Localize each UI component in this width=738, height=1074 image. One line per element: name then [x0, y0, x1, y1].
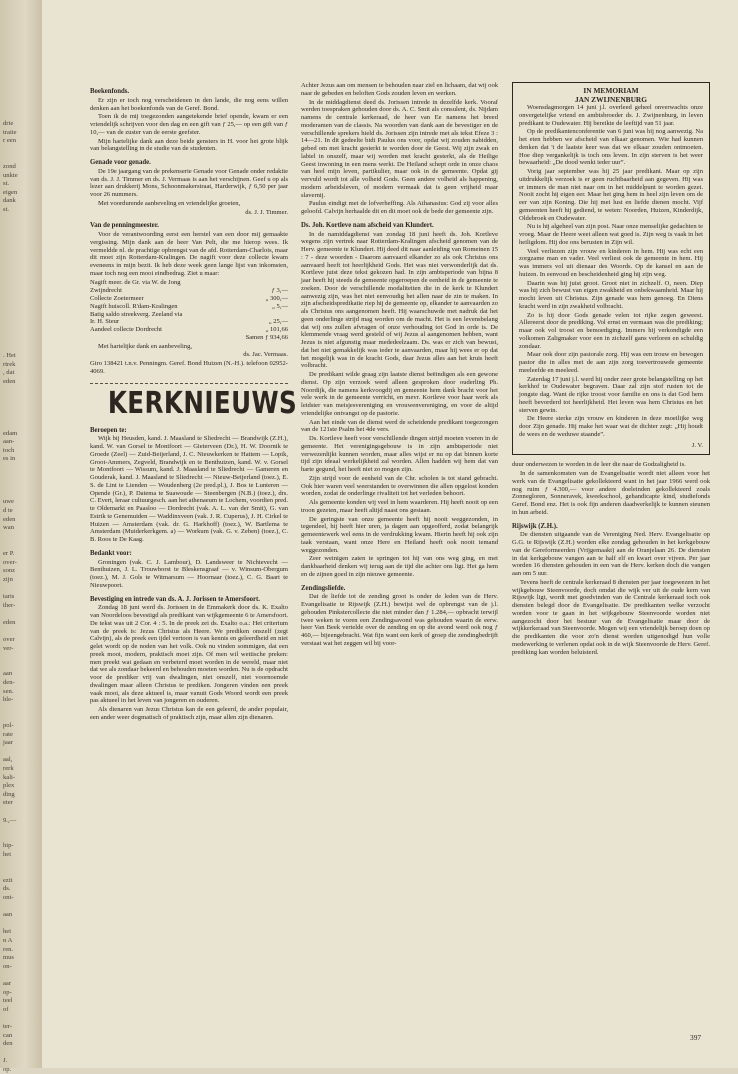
- paragraph: Op de predikantenconferentie van 6 juni was hij nog aanwezig. Na het eten hebben we afscheid van elkaar genomen. Wie had kunnen denken dat 't de laatste keer was dat we elkaar zouden ontmoeten. Hoe diep vergankelijk is toch ons leven. In zijn sterven is het weer bewaarheid: „De dood wenkt ieder uur”.: [519, 128, 703, 167]
- binding-fragment: es in: [3, 455, 16, 463]
- binding-fragment: pol-: [3, 722, 14, 729]
- paragraph: Woensdagmorgen 14 juni j.l. overleed geheel onverwachts onze onvergetelijke vriend en ambtsbroeder ds. J. Zwijnenburg, in leven predikant te Oudewater. Hij bereikte de leeftijd van 51 jaar.: [519, 104, 703, 127]
- binding-fragment: unkte: [3, 171, 18, 179]
- binding-fragment: n A: [3, 937, 13, 944]
- ledger-row: Collecte Zoetermeer „ 300,—: [90, 295, 288, 302]
- binding-fragment: den: [3, 1040, 13, 1048]
- ledger-row: Nagift huiscoll. R'dam-Kralingen „ 5,—: [90, 302, 288, 310]
- paragraph: Daarin was hij juist groot. Groot niet in zichzelf. O, neen. Diep was hij zich bewust van eigen zwakheid en onbekwaamheid. Maar hij mocht leven uit Christus. Zijn genade was hem genoeg. En Diens kracht werd in zijn zwakheid volbracht.: [519, 279, 703, 310]
- paragraph: Wijk bij Heusden, kand. J. Maasland te Sliedrecht — Brandwijk (Z.H.), kand. W. van Gorsel te Montfoort — Gieterveen (Dr.), H. W. Doornik te Groede (Zeel) — Zuid-Beijerland, J. C. Nieuwkerken te Hattem — Lopik, Groot-Ammers, Zegveld, Brandwijk en te Benthuizen, kand. W. v. Gorsel te Montfoort — Wissum, kand. J. Maasland te Sliedrecht — Gameren en Gouderak, kand. J. Maasland te Sliedrecht — Nieuw-Beijerland (toez.), E. S. de Lint te Lienden — Woudenberg (2e pred.pl.), J. Bos te Lunteren — Opende (Gr.), P. Datema te Suawoude — Steenbergen (N.B.) (toez.), drs. C. Evert, leraar cultuurgesch. aan het athenaeum te Lochem, voordien pred. te Oldemarkt en Paasloo — Dordrecht (vak. A. L. van der Smit), G. van Estrik te Genemuiden — Waddinxveen (vak. J. R. Cuperus), J. H. Cirkel te Huizen — Amsterdam (vak. dr. G. Harkhoff) (toez.), W. Bartlema te Amsterdam (Muiderkerkgem. a) — Workum (vak. G. v. Zeben) (toez.), C. B. Roos te De Kaag.: [90, 435, 288, 543]
- paragraph: duur onderwezen te worden in de leer die naar de Godzaligheid is.: [512, 461, 686, 469]
- ledger-row: Aandeel collecte Dordrecht „ 101,66: [90, 326, 288, 333]
- paragraph: Aan het einde van de dienst werd de scheidende predikant toegezongen van de 121ste Psalm het 4de vers.: [301, 418, 498, 434]
- binding-fragment: mus: [3, 954, 14, 962]
- binding-fragment: aan: [3, 911, 13, 919]
- heading-zendingsliefde: Zendingsliefde.: [301, 584, 346, 592]
- paragraph: De 19e jaargang van de prekenserie Genade voor Genade onder redaktie van ds. J. J. Timmer en ds. J. Vermaas is aan het verschijnen. Geef u op als lezer aan drukkerij Mons, Schoonmakerstraat, Harderwijk, ƒ 6,50 per jaar voor 26 nummers.: [90, 167, 288, 198]
- paragraph: De geringste van onze gemeente heeft hij nooit weggezonden, in tegendeel, hij heeft hier uren, ja dagen aan opgeofferd, zodat belangrijk gemeentewerk wel eens in de verdrukking kwam. Hierin heeft hij ook zijn taak verstaan, want onze Here en Heiland heeft ook nooit iemand weggezonden.: [301, 515, 498, 554]
- binding-fragment: plex: [3, 782, 15, 790]
- paragraph: Zo is hij door Gods genade velen tot rijke zegen geweest. Allereerst door de prediking. Vol ernst en vermaan was die prediking; maar ook vol troost en bemoediging. Immers hij verkondigde een volkomen Zaligmaker voor een in zichzelf gans verloren en schuldig zondaar.: [519, 311, 703, 350]
- binding-fragment: het: [3, 928, 12, 936]
- binding-fragment: toch: [3, 446, 15, 454]
- binding-fragment: r een: [3, 137, 16, 145]
- giro-line: Giro 138421 t.n.v. Penningm. Geref. Bond Huizen (N.-H.). telefoon 02952-4069.: [90, 360, 288, 375]
- heading-kortleve: Ds. Joh. Kortleve nam afscheid van Klundert.: [301, 221, 434, 229]
- binding-fragment: zijn: [3, 575, 13, 583]
- binding-fragment: aal,: [3, 756, 13, 764]
- paragraph: Mijn hartelijke dank aan deze beide gensters in H. voor het grote blijk van belangstelling in de studie van de studenten.: [90, 137, 288, 153]
- binding-fragment: teel: [3, 997, 13, 1005]
- ledger-row: Zwijndrecht ƒ 3,—: [90, 287, 288, 295]
- paragraph: Paulus eindigt met de lofverheffing. Als Athanasius: God zij voor alles geloofd. Calvijn herhaalde dit en dit moet ook de bede der gemeente zijn.: [301, 200, 498, 215]
- paragraph: Nu is hij algeheel van zijn post. Naar onze menselijke gedachten te vroeg. Maar de Heere weet alleen wat goed is. Zijn weg is vaak in het heiligdom. Hij doe ons berusten in Zijn wil.: [519, 223, 703, 246]
- binding-gutter-previous-page: [0, 0, 42, 1073]
- binding-fragment: ds.: [3, 885, 11, 893]
- paragraph: Zeer weinigen zaten te springen tot hij van ons weg ging, en met dankbaarheid denken wij terug aan de tijd die achter ons ligt. Het ga hem en de zijnen goed in zijn nieuwe gemeente.: [301, 555, 498, 578]
- paragraph: Zijn strijd voor de eenheid van de Chr. scholen is tot stand gebracht. Ook hier waren veel weerstanden te overwinnen die allen opgelost konden worden, zodat de onderlinge rivaliteit tot het verleden behoort.: [301, 474, 498, 498]
- binding-fragment: ver-: [3, 644, 14, 652]
- paragraph: Zondag 18 juni werd ds. Jorissen in de Emmakerk door ds. K. Exalto van Noordeloos bevestigd als predikant van wijkgemeente 6 te Amersfoort. De tekst was uit 2 Cor. 4 : 5. In de preek zei ds. Exalto o.a.: Het criterium van de preek is: Jezus Christus als Heere. We prediken onszelf (zegt Calvijn), als de preek een ijdel vertoon is van kennis en geleerdheid en niet gelet wordt op de noden van het volk. Ook nu vinden sommigen, dat een preek mooi, modern, praktisch moet zijn. Of men wil wettische preken: men preekt wat gedaan en verbeterd moet worden in de wereld, maar niet dat we als zondaar bekeerd en behouden moeten worden. Nu is de opdracht voor de prediker vrij van dwalingen, niet onszelf, niet voornoemde dwalingen maar alleen Christus te prediken. Jongeren vinden een preek vaak mooi, als deze aktueel is, maar vanuit Gods Woord wordt een preek pas aktueel in het leven van jongeren en ouderen.: [90, 604, 288, 705]
- binding-fragment: ezit: [3, 876, 13, 884]
- column-2: [301, 82, 498, 1012]
- binding-fragment: taris: [3, 593, 15, 600]
- binding-fragment: sen.: [3, 687, 14, 695]
- binding-fragment: hip-: [3, 842, 14, 850]
- paragraph: Achter Jezus aan om mensen te behouden naar ziel en lichaam, dat wij ook naar de gebeden en beloften Gods zouden leven en werken.: [301, 82, 498, 97]
- paragraph: De diensten uitgaande van de Vereniging Ned. Herv. Evangelisatie op G.G. te Rijswijk (Z.H.) worden elke zondag gehouden in het kerkgebouw van de Gereformeerden (Vrijgemaakt) aan de Oranjelaan 26. De diensten in dat kerkgebouw vangen aan te half elf en kwart over vijven. Per jaar worden 16 diensten gehouden in een van de Herv. kerken doch die vangen aan om 5 uur.: [512, 531, 710, 578]
- paragraph: Dat de liefde tot de zending groot is onder de leden van de Herv. Evangelisatie te Rijswijk (Z.H.) bewijst wel de opbrengst van de j.l. gehouden Pinkstercollecte die niet minder dan ƒ 1.284,— opbracht terwijl twee weken te voren een Zendingsavond was gehouden waarin de eerw. heer Van Beek vertelde over de zending en op die avond werd ook nog ƒ 460,— bijeengebracht. Wat fijn want een kerk of groep die zendingbedrijft verstaat wat het zeggen wil bij voor-: [301, 593, 498, 647]
- paragraph: Als gemeente konden wij veel in hem waarderen. Hij heeft nooit op een troon gezeten, maar heeft altijd naast ons gestaan.: [301, 499, 498, 514]
- heading-rijswijk: Rijswijk (Z.H.).: [512, 522, 558, 530]
- binding-fragment: of: [3, 1005, 9, 1013]
- memoriam-name: JAN ZWIJNENBURG: [574, 94, 648, 104]
- binding-fragment: on-: [3, 962, 12, 970]
- heading-beroepen: Beroepen te:: [90, 426, 127, 434]
- column-1: [90, 82, 298, 1012]
- binding-fragment: st.: [3, 180, 10, 188]
- binding-fragment: rerk: [3, 765, 14, 772]
- signature: ds. Jac. Vermaas.: [243, 351, 288, 359]
- paragraph: In de middagdienst deed ds. Jorissen intrede in dezelfde kerk. Vooraf werden toespraken gehouden door ds. A. C. Smit als consulent, ds. Nijdam namens de centrale kerkeraad, de heer van Ee namens het breed moderamen van de classis. Na woorden van dank aan de bevestiger en de verschillende sprekers hield ds. Jorissen zijn intrede met als tekst Efeze 3 : 14—21. In dit gedeelte bidt Paulus ons voor, opdat wij zouden nabidden, gebed om met kracht gesterkt te worden door de Geest. Wij zijn zwak en labiel in onszelf, maar wij worden met kracht gesterkt, als de Heilige Geest inwoning in een mens werkt. De Heiland schept orde in onze chaos van heel mijn leven, partikulier, maar ook in de gemeente. Opdat gij vervuld wordt tot alle volheid Gods. Geen andere volheid als happening, modern arbeidsleven, of modern vermaak dat is geen vrijheid maar slavernij.: [301, 98, 498, 199]
- binding-fragment: er P.: [3, 550, 15, 557]
- paragraph: Als dienaren van Jezus Christus kan de een geleerd, de ander populair, een ander weer dogmatisch of praktisch zijn, maar allen zijn dienaren.: [90, 706, 288, 721]
- page-number: 397: [690, 1033, 702, 1042]
- binding-fragment: J.: [3, 1057, 8, 1065]
- paragraph: In de samenkomsten van de Evangelisatie wordt niet alleen voor het werk van de Evangelisatie gekollekteerd want in het jaar 1966 werd ook nog ruim ƒ 4.300,— voor andere doeleinden gekollekteerd zoals Zonnegloren, Sonneravek, kweekschool, gehandicapte kind, studiefonds Geref. Bond enz. Het is ook fijn anderen daadwerkelijk te kunnen steunen in hun arbeid.: [512, 470, 710, 516]
- heading-penningmeester: Van de penningmeester.: [90, 222, 159, 230]
- paragraph: De predikant wilde graag zijn laatste dienst beëindigen als een gewone dienst. Op zijn verzoek werd alleen gesproken door ouderling Ph. Noordijk, die namens kerkvoogdij en gemeente hem dank bracht voor het vele werk in de gemeente verricht, en mevr. Kortleve voor haar werk als leidster van meisjesvereniging en vrouwenvereniging, en voor de altijd vriendelijke ontvangst op de pastorie.: [301, 371, 498, 417]
- binding-fragment: edam: [3, 429, 18, 437]
- ledger-total: Samen ƒ 934,66: [245, 333, 288, 341]
- paragraph: De Heere sterke zijn vrouw en kinderen in deze moeilijke weg door Zijn genade. Hij make het waar wat de dichter zegt: „Hij houdt de wees en de weduwe staande”.: [519, 415, 703, 438]
- column-3: [512, 82, 710, 1012]
- binding-fragment: , dat: [3, 369, 15, 377]
- binding-fragment: d te: [3, 507, 13, 514]
- binding-fragment: aar: [3, 980, 12, 987]
- binding-fragment: aan: [3, 670, 13, 678]
- binding-fragment: ren.: [3, 945, 14, 953]
- memoriam-initials: J. V.: [691, 441, 703, 449]
- binding-fragment: drie: [3, 120, 14, 127]
- paragraph: Nagift meer. de Gr. via W. de Jong: [90, 278, 181, 286]
- binding-fragment: rate: [3, 730, 13, 738]
- paragraph: Ds. Kortleve heeft voor verschillende dingen strijd moeten voeren in de gemeente. Het verenigingsgebouw is in zijn ambtsperiode niet verwezenlijkt kunnen worden, maar alles wijst er nu op dat binnen korte tijd zijn ideaal werkelijkheid zal worden. Allen hadden wij hem dat van harte gegund, het heeft niet zo mogen zijn.: [301, 435, 498, 473]
- paragraph: Toen ik de mij toegezonden aangetekende brief opende, kwam er een vriendelijk schrijven voor den dag en een gift van ƒ 25,— op een gift van ƒ 10,— van de zuster van de eerste geefster.: [90, 113, 288, 136]
- binding-fragment: eter: [3, 799, 13, 807]
- paragraph: Veel verliezen zijn vrouw en kinderen in hem. Hij was echt een zorgzame man en vader. Veel verliest ook de gemeente in hem. Hij was immers vol uit dienaar des Woords. Op de kansel en aan de huizen. In eenvoud en bescheidenheid ging hij zijn weg.: [519, 247, 703, 278]
- binding-fragment: op-: [3, 988, 12, 996]
- paragraph: Er zijn er toch nog verscheidenen in den lande, die nog eens willen denken aan het boekenfonds van de Geref. Bond.: [90, 96, 288, 112]
- paragraph: Met voordurende aanbeveling en vriendelijke groeten,: [98, 199, 241, 207]
- binding-fragment: traite: [3, 128, 17, 136]
- in-memoriam-box: [512, 82, 710, 455]
- heading-intrede: Bevestiging en intrede van ds. A. J. Jorissen te Amersfoort.: [90, 595, 260, 603]
- binding-fragment: den-: [3, 679, 15, 686]
- binding-fragment: zond: [3, 163, 16, 170]
- paragraph: Met hartelijke dank en aanbeveling,: [98, 342, 192, 350]
- paragraph: Voor de verantwoording eerst een herstel van een door mij gemaakte vergissing. Mijn dank aan de heer Van Pelt, die me hierop wees. Ik vermeldde nl. de prachtige opbrengst van de afd. Rotterdam-Charlois, maar dit moet zijn Rotterdam-Kralingen. De nagift voor deze collecte kwam eveneens in mijn bezit. Ik heb deze week geen lange lijst van inkomsten, maar toch nog een mooi eindbedrag. Ziet u maar:: [90, 231, 288, 277]
- heading-boekenfonds: Boekenfonds.: [90, 88, 130, 95]
- binding-fragment: wan: [3, 524, 14, 532]
- binding-fragment: jaar: [3, 739, 13, 747]
- ledger-row: Ir. H. Steur „ 25,—: [90, 318, 288, 326]
- ledger: [90, 287, 288, 334]
- binding-fragment: 9.,—: [3, 816, 17, 824]
- binding-fragment: can: [3, 1031, 13, 1039]
- binding-fragment: kali-: [3, 773, 16, 781]
- ledger-row: Batig saldo streekverg. Zeeland via: [90, 310, 183, 318]
- binding-fragment: st.: [3, 206, 10, 213]
- paragraph: Zaterdag 17 juni j.l. werd hij onder zeer grote belangstelling op het kerkhof te Oudewater begraven. Daar zal zijn stof rusten tot de jongste dag. Want de rijke troost voor familie en ons is dat God hem heeft bevorderd tot heerlijkheid. Het leven was hem Christus en het sterven gewin.: [519, 375, 703, 414]
- binding-fragment: sonz: [3, 567, 16, 575]
- binding-fragment: het: [3, 851, 12, 858]
- heading-genade: Genade voor genade.: [90, 159, 151, 166]
- paragraph: In de namiddagdienst van zondag 18 juni heeft ds. Joh. Kortleve wegens zijn vertrek naar Rotterdam-Kralingen afscheid genomen van de Herv. gemeente te Klundert. Hij deed dit naar aanleiding van Romeinen 15 : 7 - deze woorden - Daarom aanvaard elkander zo als ook Christus ons aanvaard heeft tot heerlijkheid Gods. Het was niet verwonderlijk dat ds. Kortleve juist deze tekst gekozen had. In zijn ambtsperiode van bijna 8 jaar heeft hij steeds de gemeente opgeroepen de eenheid in de gemeente te zoeken. Door de verschillende modaliteiten die in de kerk te Klundert aanwezig zijn, was het niet eenvoudig het allen naar de zin te maken. In zijn afscheidspredikatie riep hij de gemeente op, elkander te aanvaarden zo als Christus ons aangenomen heeft. Hij waarschuwde met nadruk dat het geen onderlinge strijd mag worden om de macht. Het is een levensbelang dat wij ons zullen afvragen of onze verhouding tot God in orde is. De klemmende vraag werd gesteld of wij Jezus al aangenomen hebben, want Jezus is niet afgunstig maar mededeelzaam. Ds. was er zich van bewust, dat het niet gemakkelijk was ieder te aanvaarden, maar hij wees er op dat het mogelijk was in de kracht Gods, daar Jezus alles aan het kruis heeft volbracht.: [301, 230, 498, 370]
- binding-fragment: eigen: [3, 188, 18, 196]
- signature: ds. J. J. Timmer.: [245, 208, 288, 216]
- binding-fragment: op.: [3, 1066, 12, 1073]
- binding-fragment: over: [3, 636, 15, 643]
- binding-fragment: uwe: [3, 498, 14, 506]
- binding-fragment: rtrek: [3, 360, 16, 368]
- binding-fragment: ont-: [3, 894, 14, 901]
- paragraph: Groningen (vak. C. J. Lambour), D. Landsweer te Nichtevecht — Benthuizen, J. L. Trouwborst te Bleskensgraaf — v. Winsum-Obergum (toez.), M. J. Gols te Witmarsum — Hoornaar (toez.), C. G. Baart te Nieuwpoort.: [90, 558, 288, 589]
- memoriam-title: IN MEMORIAM: [583, 86, 639, 95]
- binding-fragment: over-: [3, 558, 17, 566]
- binding-fragment: eden: [3, 515, 16, 523]
- binding-fragment: eden: [3, 378, 16, 385]
- binding-fragment: . Het: [3, 352, 16, 360]
- paragraph: Tevens heeft de centrale kerkeraad 8 diensten per jaar toegewezen in het wijkgebouw Steenvoorde, doch omdat die wijk ver uit de oude kern van Rijswijk ligt, wordt met goedvinden van de Centrale kerkeraad toch ook diensten belegd door de Evangelisatie. De predikanten welke verzocht worden voor te gaan in het wijkgebouw Steenvoorde worden niet aangezocht door het bestuur van de Evangelisatie maar door de wijkkerkeraad van Steenvoorde. Mogen wij een vriendelijk beroep doen op die predikanten die voor zo'n dienst worden uitgenodigd hun volle medewerking te verlenen opdat ook in de wijk Steenvoorde de Herv. Geref. prediking kan worden beluisterd.: [512, 578, 710, 656]
- binding-fragment: ter-: [3, 1023, 13, 1030]
- binding-fragment: ding: [3, 790, 15, 798]
- binding-fragment: eden: [3, 618, 16, 626]
- section-masthead: KERKNIEUWS: [107, 385, 298, 421]
- binding-fragment: ther-: [3, 601, 16, 609]
- divider: [90, 383, 288, 384]
- paragraph: Maar ook door zijn pastorale zorg. Hij was een trouw en bewogen pastor die in alles met de aan zijn zorg toevertrouwde gemeente meeleefde en meeleed.: [519, 351, 703, 374]
- binding-fragment: aan-: [3, 438, 15, 446]
- heading-bedankt: Bedankt voor:: [90, 549, 132, 557]
- binding-fragment: dank: [3, 197, 16, 205]
- paragraph: Vorig jaar september was hij 25 jaar predikant. Maar op zijn uitdrukkelijk verzoek is er geen ruchtbaarheid aan gegeven. Hij was er immers de man niet naar om in het middelpunt te worden gezet. Nooit zocht hij eigen eer. Maar het ging hem in heel zijn leven om de eer van zijn Koning. Die hij met lust en liefde dienen mocht. Vijf gemeenten heeft hij gediend, te weten: Noorden, Huizen, Kinderdijk, Oldebroek en Oudewater.: [519, 168, 703, 222]
- binding-fragment: hle-: [3, 696, 14, 704]
